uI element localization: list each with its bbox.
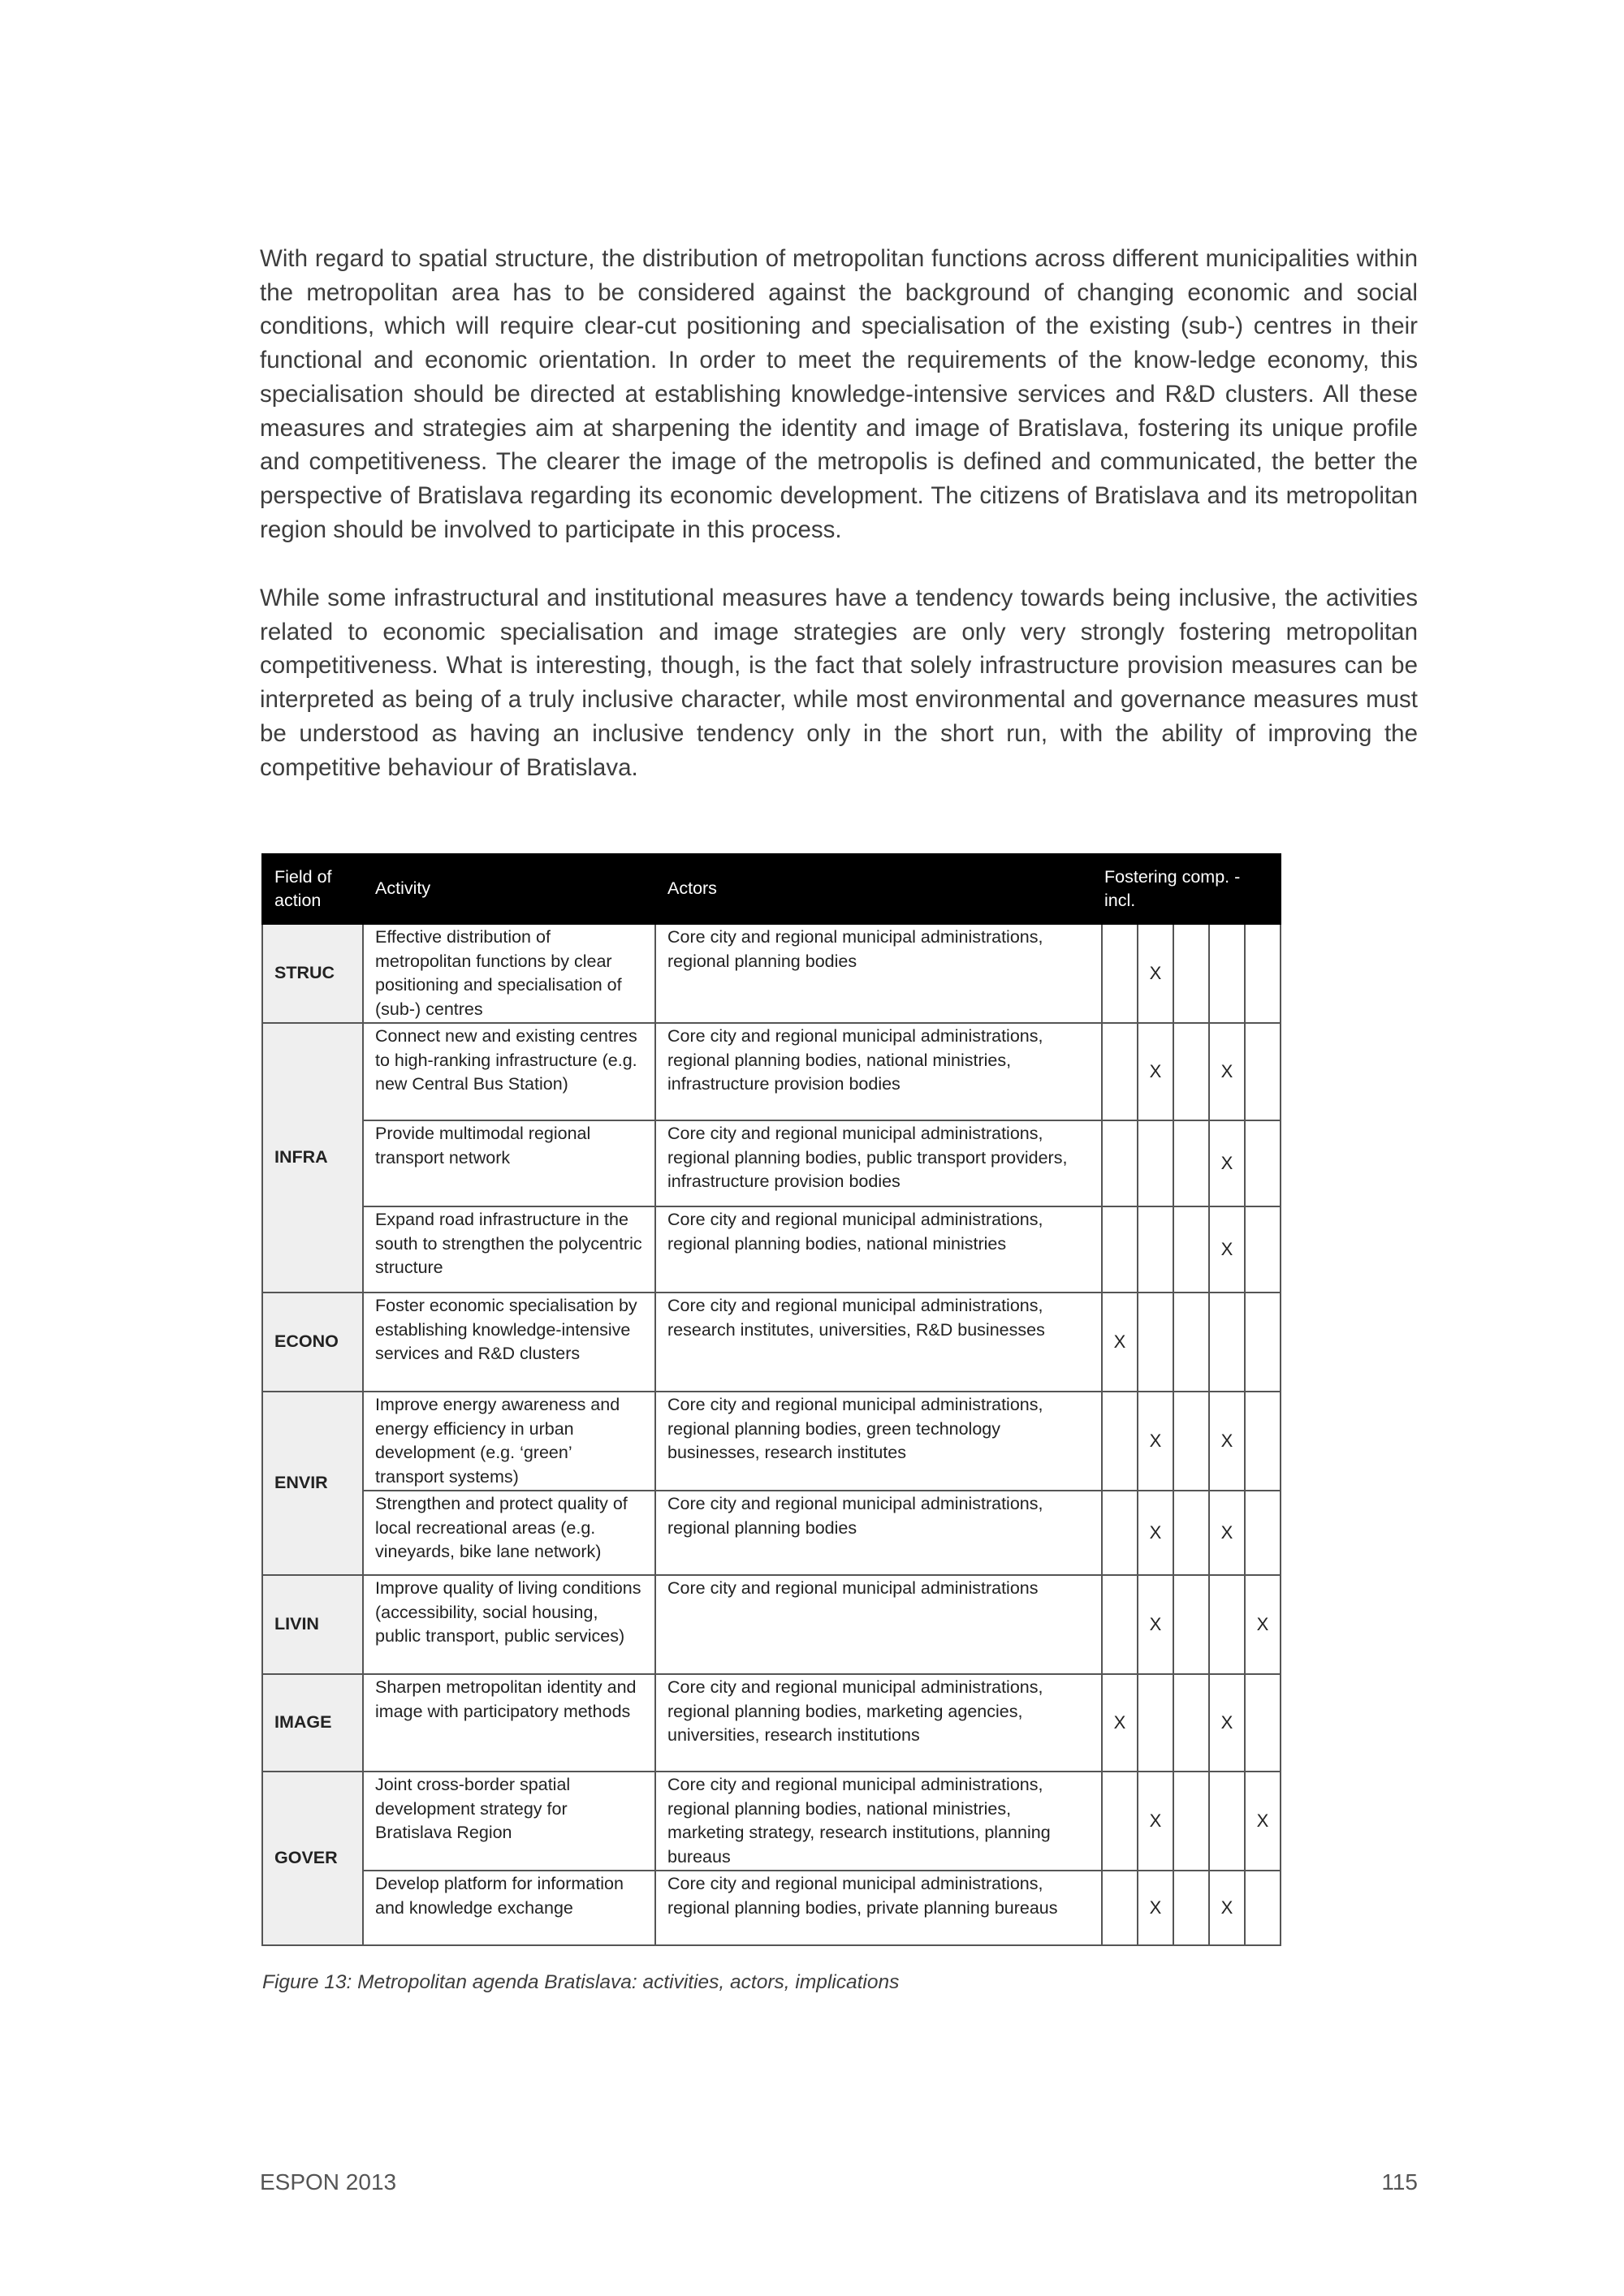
table-body [262,924,1281,1945]
field-of-action-cell: ENVIR [262,1392,363,1575]
actors-cell: Core city and regional municipal administrations, research institutes, universities, R&D businesses [655,1293,1102,1392]
fostering-mark-cell [1245,1392,1281,1491]
fostering-mark-cell [1245,1871,1281,1945]
fostering-mark-cell [1138,1120,1173,1206]
header-actors: Actors [655,854,1102,924]
fostering-mark-cell [1245,1023,1281,1120]
fostering-mark-cell [1245,924,1281,1023]
actors-cell: Core city and regional municipal administrations, regional planning bodies, marketing agencies, universities, research institutions [655,1674,1102,1772]
activity-cell: Provide multimodal regional transport network [363,1120,655,1206]
fostering-mark-cell [1138,1206,1173,1293]
table-row [262,1120,1281,1206]
metropolitan-agenda-table [261,853,1281,1946]
actors-cell: Core city and regional municipal administrations [655,1575,1102,1674]
fostering-mark-cell: X [1245,1772,1281,1871]
fostering-mark-cell [1173,1491,1209,1575]
fostering-mark-cell [1173,1575,1209,1674]
fostering-mark-cell [1138,1674,1173,1772]
fostering-mark-cell: X [1245,1575,1281,1674]
fostering-mark-cell: X [1209,1120,1245,1206]
fostering-mark-cell: X [1138,1575,1173,1674]
table-row [262,1491,1281,1575]
field-of-action-cell: INFRA [262,1023,363,1293]
table-row [262,1392,1281,1491]
fostering-mark-cell [1138,1293,1173,1392]
activity-cell: Improve energy awareness and energy efficiency in urban development (e.g. ‘green’ transport systems) [363,1392,655,1491]
footer-publication: ESPON 2013 [260,2169,397,2195]
body-paragraph-2: While some infrastructural and institutional measures have a tendency towards being inclusive, the activities related to economic specialisation and image strategies are only very strongly fostering metropolitan competitiveness. What is interesting, though, is the fact that solely infrastructure provision measures can be interpreted as being of a truly inclusive character, while most environmental and governance measures must be understood as having an inclusive tendency only in the short run, with the ability of improving the competitive behaviour of Bratislava. [260,585,1418,781]
activity-cell: Connect new and existing centres to high-ranking infrastructure (e.g. new Central Bus Station) [363,1023,655,1120]
fostering-mark-cell [1102,1120,1138,1206]
actors-cell: Core city and regional municipal administrations, regional planning bodies, national ministries [655,1206,1102,1293]
table-row [262,1206,1281,1293]
fostering-mark-cell [1173,1120,1209,1206]
fostering-mark-cell [1173,1871,1209,1945]
table-row [262,1575,1281,1674]
activity-cell: Expand road infrastructure in the south to strengthen the polycentric structure [363,1206,655,1293]
actors-cell: Core city and regional municipal administrations, regional planning bodies, green technology businesses, research institutes [655,1392,1102,1491]
fostering-mark-cell: X [1209,1206,1245,1293]
activity-cell: Joint cross-border spatial development strategy for Bratislava Region [363,1772,655,1871]
fostering-mark-cell [1173,1206,1209,1293]
fostering-mark-cell: X [1209,1023,1245,1120]
actors-cell: Core city and regional municipal administrations, regional planning bodies, national ministries, infrastructure provision bodies [655,1023,1102,1120]
fostering-mark-cell: X [1209,1491,1245,1575]
header-fostering: Fostering comp. - incl. [1102,854,1281,924]
field-of-action-cell: IMAGE [262,1674,363,1772]
fostering-mark-cell: X [1209,1674,1245,1772]
fostering-mark-cell: X [1138,1392,1173,1491]
fostering-mark-cell: X [1209,1871,1245,1945]
table-row [262,924,1281,1023]
fostering-mark-cell [1209,1293,1245,1392]
fostering-mark-cell [1173,1392,1209,1491]
activity-cell: Improve quality of living conditions (accessibility, social housing, public transport, public services) [363,1575,655,1674]
fostering-mark-cell: X [1102,1674,1138,1772]
fostering-mark-cell [1245,1120,1281,1206]
fostering-mark-cell: X [1102,1293,1138,1392]
table-row [262,1023,1281,1120]
fostering-mark-cell [1102,1023,1138,1120]
fostering-mark-cell [1173,1023,1209,1120]
activity-cell: Sharpen metropolitan identity and image with participatory methods [363,1674,655,1772]
activity-cell: Develop platform for information and knowledge exchange [363,1871,655,1945]
fostering-mark-cell: X [1138,1491,1173,1575]
field-of-action-cell: GOVER [262,1772,363,1945]
table-row [262,1674,1281,1772]
fostering-mark-cell: X [1138,1772,1173,1871]
fostering-mark-cell [1173,1772,1209,1871]
fostering-mark-cell [1102,1206,1138,1293]
activity-cell: Effective distribution of metropolitan functions by clear positioning and specialisation of (sub-) centres [363,924,655,1023]
field-of-action-cell: STRUC [262,924,363,1023]
fostering-mark-cell [1245,1293,1281,1392]
figure-caption: Figure 13: Metropolitan agenda Bratislava: activities, actors, implications [262,1971,900,1993]
fostering-mark-cell [1245,1206,1281,1293]
actors-cell: Core city and regional municipal administrations, regional planning bodies, public transport providers, infrastructure provision bodies [655,1120,1102,1206]
actors-cell: Core city and regional municipal administrations, regional planning bodies [655,924,1102,1023]
actors-cell: Core city and regional municipal administrations, regional planning bodies, private planning bureaus [655,1871,1102,1945]
fostering-mark-cell [1245,1674,1281,1772]
fostering-mark-cell [1102,1772,1138,1871]
activity-cell: Foster economic specialisation by establishing knowledge-intensive services and R&D clusters [363,1293,655,1392]
fostering-mark-cell: X [1209,1392,1245,1491]
header-activity: Activity [363,854,655,924]
field-of-action-cell: LIVIN [262,1575,363,1674]
fostering-mark-cell [1102,1575,1138,1674]
fostering-mark-cell [1102,1871,1138,1945]
fostering-mark-cell [1102,1392,1138,1491]
actors-cell: Core city and regional municipal administrations, regional planning bodies, national ministries, marketing strategy, research institutions, planning bureaus [655,1772,1102,1871]
table-row [262,1871,1281,1945]
page-number: 115 [1381,2169,1418,2195]
fostering-mark-cell: X [1138,1871,1173,1945]
header-field-of-action: Field of action [262,854,363,924]
fostering-mark-cell [1209,1772,1245,1871]
table-row [262,1772,1281,1871]
fostering-mark-cell [1173,1674,1209,1772]
fostering-mark-cell [1102,1491,1138,1575]
fostering-mark-cell [1245,1491,1281,1575]
fostering-mark-cell: X [1138,924,1173,1023]
fostering-mark-cell [1173,924,1209,1023]
table-row [262,1293,1281,1392]
fostering-mark-cell [1209,924,1245,1023]
fostering-mark-cell: X [1138,1023,1173,1120]
field-of-action-cell: ECONO [262,1293,363,1392]
fostering-mark-cell [1102,924,1138,1023]
fostering-mark-cell [1173,1293,1209,1392]
table-header-row [262,854,1281,924]
body-paragraph-1: With regard to spatial structure, the distribution of metropolitan functions across different municipalities within the metropolitan area has to be considered against the background of changing economic and social conditions, which will require clear-cut positioning and specialisation of the existing (sub-) centres in their functional and economic orientation. In order to meet the requirements of the know-ledge economy, this specialisation should be directed at establishing knowledge-intensive services and R&D clusters. All these measures and strategies aim at sharpening the identity and image of Bratislava, fostering its unique profile and competitiveness. The clearer the image of the metropolis is defined and communicated, the better the perspective of Bratislava regarding its economic development. The citizens of Bratislava and its metropolitan region should be involved to participate in this process. [260,245,1418,543]
fostering-mark-cell [1209,1575,1245,1674]
actors-cell: Core city and regional municipal administrations, regional planning bodies [655,1491,1102,1575]
activity-cell: Strengthen and protect quality of local recreational areas (e.g. vineyards, bike lane network) [363,1491,655,1575]
